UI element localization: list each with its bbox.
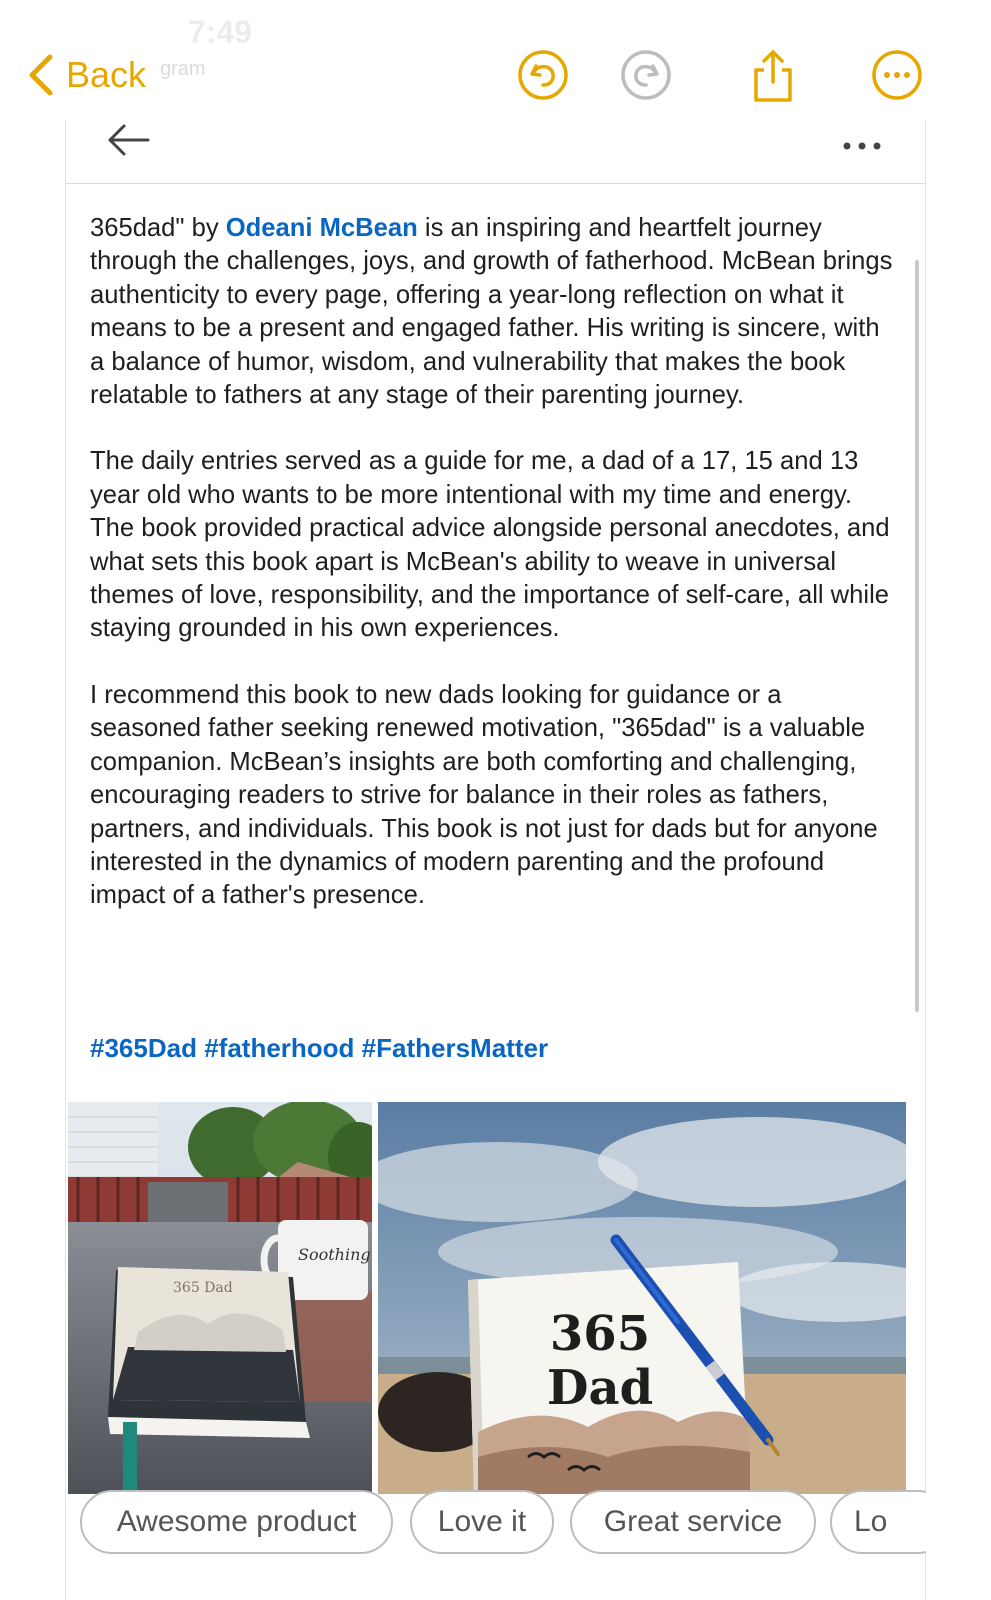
post-body — [90, 212, 896, 946]
book-title-line2: Dad — [546, 1360, 654, 1416]
top-toolbar — [0, 40, 991, 110]
mug-text: Soothing — [298, 1245, 371, 1264]
hashtag-fatherhood[interactable]: #fatherhood — [204, 1033, 355, 1063]
quick-reactions — [80, 1490, 926, 1556]
photo-book-at-beach-image — [378, 1102, 906, 1494]
reaction-more[interactable]: Lo — [830, 1490, 926, 1554]
photo-book-on-table-image — [68, 1102, 372, 1494]
arrow-left-icon[interactable] — [104, 124, 154, 174]
paragraph-1-start: 365dad" by — [90, 214, 226, 242]
paragraph-2: The daily entries served as a guide for me, a dad of a 17, 15 and 13 year old who wants to be more intentional with my time and energy. The book provided practical advice alongside personal anecdotes, and what sets this book apart is McBean's ability to weave in universal themes of love, responsibility, and the importance of self-care, all while staying grounded in his own experiences. — [90, 447, 890, 643]
photo-book-at-beach[interactable] — [378, 1102, 906, 1494]
redo-icon[interactable] — [619, 48, 673, 102]
paragraph-1-rest: is an inspiring and heartfelt journey through the challenges, joys, and growth of fatherhood. McBean brings authenticity to every page, offering a year-long reflection on what it means to be a present and engaged father. His writing is sincere, with a balance of humor, wisdom, and vulnerability that makes the book relatable to fathers at any stage of their parenting journey. — [90, 214, 893, 410]
chevron-left-icon — [28, 53, 54, 97]
scrollbar[interactable] — [915, 260, 919, 1012]
paragraph-3: I recommend this book to new dads looking for guidance or a seasoned father seeking renewed motivation, "365dad" is a valuable companion. McBean’s insights are both comforting and challenging, encouraging readers to strive for balance in their roles as fathers, partners, and individuals. This book is not just for dads but for anyone interested in the dynamics of modern parenting and the profound impact of a father's presence. — [90, 680, 878, 910]
book-title-line1: 365 — [549, 1306, 651, 1362]
reaction-love-it[interactable]: Love it — [410, 1490, 554, 1554]
hashtag-365dad[interactable]: #365Dad — [90, 1033, 197, 1063]
author-mention-link[interactable]: Odeani McBean — [225, 214, 418, 242]
paragraph-1 — [90, 212, 896, 412]
post-header — [66, 120, 925, 184]
hashtag-fathersmatter[interactable]: #FathersMatter — [361, 1033, 549, 1063]
back-button[interactable] — [28, 50, 146, 100]
reaction-awesome-product[interactable]: Awesome product — [80, 1490, 393, 1554]
more-options-icon[interactable] — [870, 48, 924, 102]
reaction-great-service[interactable]: Great service — [570, 1490, 816, 1554]
hashtag-list — [90, 1033, 548, 1064]
status-time: 7:49 — [188, 14, 253, 50]
post-card — [65, 120, 926, 1600]
book-title-left: 365 Dad — [173, 1280, 233, 1296]
ghost-label: gram — [160, 58, 206, 80]
undo-icon[interactable] — [516, 48, 570, 102]
photo-book-on-table[interactable] — [68, 1102, 372, 1494]
back-label: Back — [66, 54, 147, 95]
share-icon[interactable] — [746, 48, 800, 102]
more-horizontal-icon[interactable] — [837, 130, 887, 160]
